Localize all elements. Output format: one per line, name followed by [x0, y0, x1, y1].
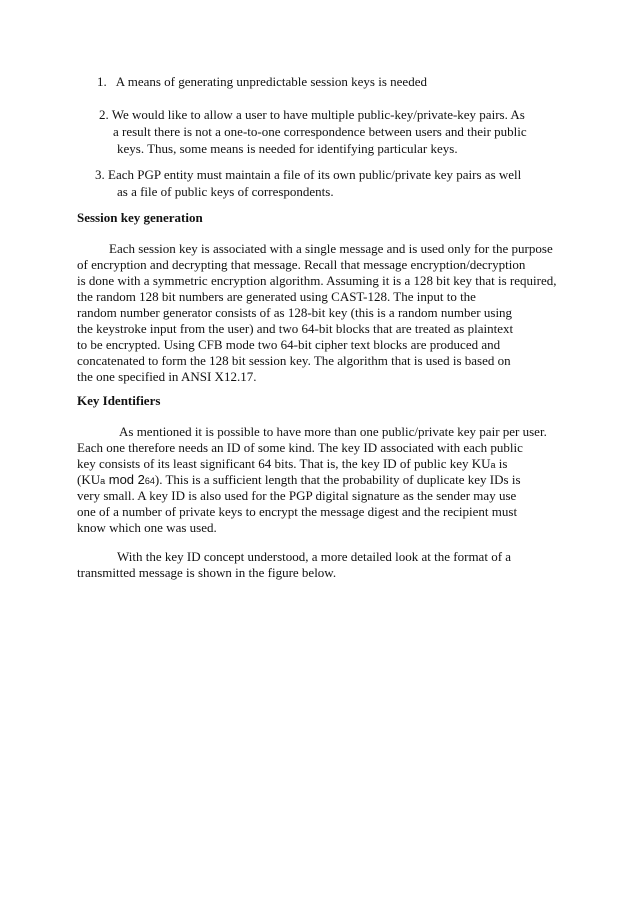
session-para-line-9: the one specified in ANSI X12.17.: [77, 369, 257, 384]
keyid-para-line-2: Each one therefore needs an ID of some kind. The key ID associated with each public: [77, 440, 523, 455]
keyid-para-line-6: one of a number of private keys to encrypt the message digest and the recipient must: [77, 504, 518, 519]
section-heading-key-identifiers: Key Identifiers: [77, 393, 161, 408]
list-item-3-line-2: as a file of public keys of correspondents.: [117, 184, 334, 199]
list-item-2-line-2: a result there is not a one-to-one correspondence between users and their public: [113, 124, 527, 139]
keyid-para-line-4: (KUa mod 264). This is a sufficient length that the probability of duplicate key IDs is: [77, 472, 521, 487]
keyid-para-line-7: know which one was used.: [77, 520, 217, 535]
session-para-line-4: the random 128 bit numbers are generated using CAST-128. The input to the: [77, 289, 476, 304]
session-para-line-1: Each session key is associated with a single message and is used only for the purpose: [109, 241, 553, 256]
keyid-para2-line-1: With the key ID concept understood, a more detailed look at the format of a: [117, 549, 512, 564]
session-para-line-2: of encryption and decrypting that message. Recall that message encryption/decryption: [77, 257, 526, 272]
list-item-2-line-1: 2. We would like to allow a user to have multiple public-key/private-key pairs. As: [99, 107, 525, 122]
keyid-para-line-3: key consists of its least significant 64 bits. That is, the key ID of public key KUa is: [77, 456, 508, 471]
keyid-para-line-1: As mentioned it is possible to have more than one public/private key pair per user.: [119, 424, 547, 439]
list-item-2-line-3: keys. Thus, some means is needed for identifying particular keys.: [117, 141, 458, 156]
session-para-line-7: to be encrypted. Using CFB mode two 64-bit cipher text blocks are produced and: [77, 337, 501, 352]
keyid-para-line-5: very small. A key ID is also used for the PGP digital signature as the sender may use: [77, 488, 517, 503]
session-para-line-6: the keystroke input from the user) and two 64-bit blocks that are treated as plaintext: [77, 321, 514, 336]
keyid-para2-line-2: transmitted message is shown in the figure below.: [77, 565, 337, 580]
list-item-1: 1. A means of generating unpredictable session keys is needed: [97, 74, 427, 89]
list-item-3-line-1: 3. Each PGP entity must maintain a file of its own public/private key pairs as well: [95, 167, 522, 182]
session-para-line-5: random number generator consists of as 128-bit key (this is a random number using: [77, 305, 513, 320]
section-heading-session-key: Session key generation: [77, 210, 203, 225]
session-para-line-8: concatenated to form the 128 bit session key. The algorithm that is used is based on: [77, 353, 511, 368]
session-para-line-3: is done with a symmetric encryption algorithm. Assuming it is a 128 bit key that is required,: [77, 273, 557, 288]
